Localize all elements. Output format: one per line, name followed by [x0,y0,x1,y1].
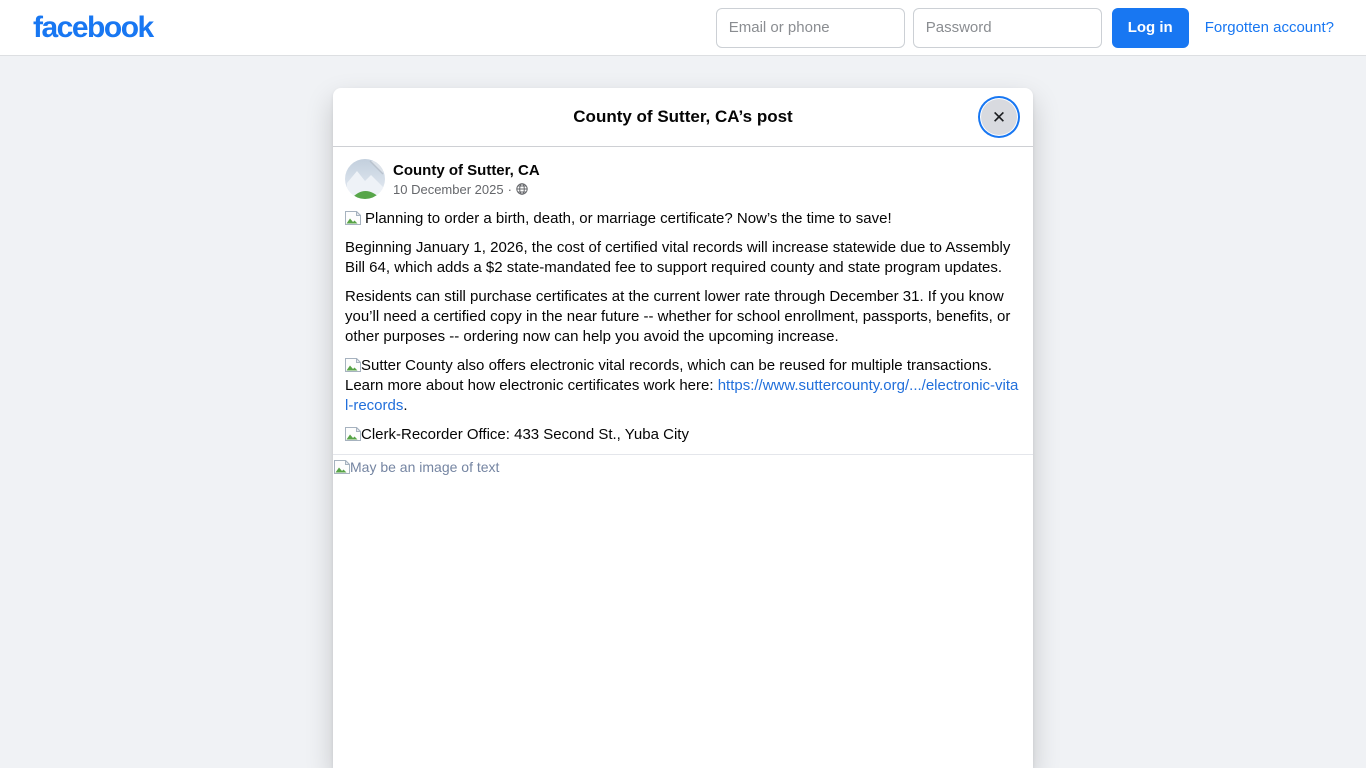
broken-image-icon [345,358,361,372]
post-paragraph: Clerk-Recorder Office: 433 Second St., Yuba City [345,425,1021,445]
post-paragraph: Residents can still purchase certificates at the current lower rate through December 31. If you know you’ll need a certified copy in the near future -- whether for school enrollment, passports, benefits, or other purposes -- ordering now can help you avoid the upcoming increase. [345,288,1011,345]
post-paragraph: Planning to order a birth, death, or marriage certificate? Now’s the time to save! [345,209,1021,229]
post-timestamp[interactable] [393,182,540,197]
post-text [333,209,1033,454]
post-meta [393,162,540,197]
avatar[interactable] [345,159,385,199]
modal-header [333,88,1033,147]
modal-title: County of Sutter, CA’s post [573,107,793,126]
broken-image-icon [345,427,361,441]
forgotten-account-link[interactable]: Forgotten account? [1204,19,1334,36]
post-header [333,147,1033,209]
top-navbar [0,0,1366,56]
image-alt-text: May be an image of text [350,459,500,475]
broken-image-landscape-icon [345,159,385,199]
login-form [716,8,1334,48]
email-input[interactable] [716,8,905,48]
close-icon: ✕ [991,107,1007,127]
post-image[interactable] [333,454,1033,768]
broken-image-icon [334,460,350,474]
close-button[interactable] [981,99,1017,135]
login-button[interactable]: Log in [1112,8,1189,48]
post-author[interactable]: County of Sutter, CA [393,161,540,179]
post [333,147,1033,768]
globe-icon [516,183,528,195]
password-input[interactable] [913,8,1102,48]
post-paragraph: Sutter County also offers electronic vital records, which can be reused for multiple transactions. Learn more about how electronic certificates work here: https://www.suttercounty.org/.../electronic-vital-records. [345,357,1019,414]
date-separator: · [507,181,512,197]
post-paragraph: Beginning January 1, 2026, the cost of certified vital records will increase statewide due to Assembly Bill 64, which adds a $2 state-mandated fee to support required county and state program updates. [345,239,1011,276]
broken-image-icon [345,211,361,225]
post-link[interactable]: https://www.suttercounty.org/.../electronic-vital-records [345,377,1019,414]
post-modal [333,88,1033,768]
facebook-logo[interactable]: facebook [33,10,153,44]
post-date: 10 December 2025 [393,181,504,197]
